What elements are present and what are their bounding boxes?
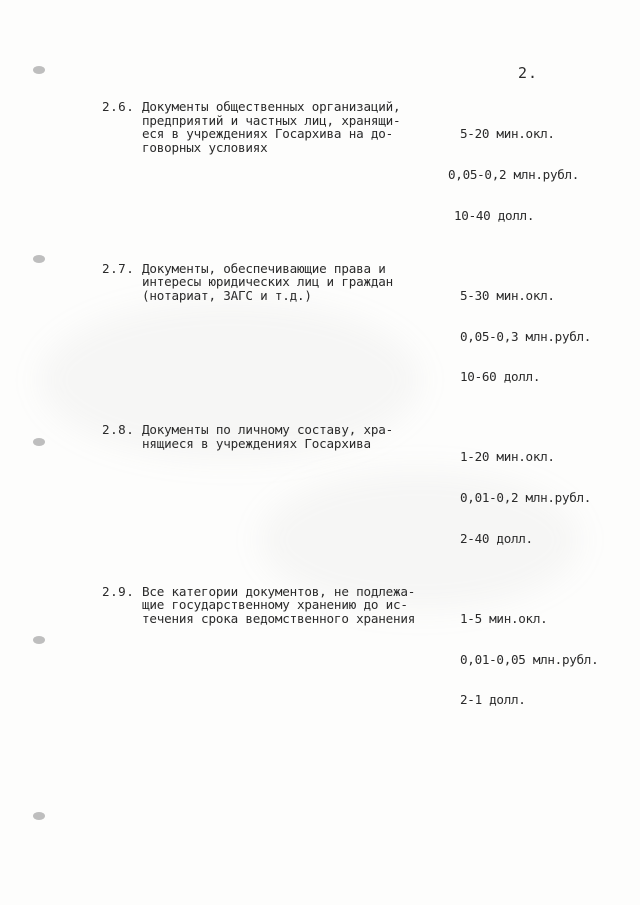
fee-dollars: 10-40 долл. [454, 207, 535, 223]
punch-hole-mark [33, 255, 45, 263]
fee-rubles: 0,01-0,05 млн.рубл. [460, 651, 599, 667]
fee-rubles: 0,05-0,3 млн.рубл. [460, 328, 592, 344]
item-description: Все категории документов, не подлежа- щие государственному хранению до ис- течения срока ведомственного хранения [142, 583, 416, 626]
item-number: 2.9. [102, 583, 135, 599]
item-number: 2.7. [102, 260, 135, 276]
item-number: 2.6. [102, 99, 135, 114]
fee-min-salary: 5-20 мин.окл. [460, 126, 555, 142]
list-item [102, 100, 622, 250]
fee-dollars: 2-40 долл. [460, 530, 533, 546]
fee-rubles: 0,05-0,2 млн.рубл. [448, 166, 580, 182]
fee-min-salary: 5-30 мин.окл. [460, 287, 555, 303]
item-description: Документы по личному составу, хра- нящиеся в учреждениях Госархива [142, 422, 393, 451]
fee-rubles: 0,01-0,2 млн.рубл. [460, 490, 592, 506]
punch-hole-mark [33, 66, 45, 74]
fee-dollars: 10-60 долл. [460, 369, 541, 385]
item-fees [448, 100, 579, 250]
list-item [102, 585, 622, 735]
item-fees [448, 423, 591, 573]
page-number: 2. [518, 64, 539, 82]
item-fees [448, 262, 591, 412]
punch-hole-mark [33, 438, 45, 446]
fee-dollars: 2-1 долл. [460, 692, 526, 708]
item-description: Документы общественных организаций, предприятий и частных лиц, хранящи- еся в учреждениях Госархива на до- говорных условиях [142, 99, 401, 155]
item-description: Документы, обеспечивающие права и интересы юридических лиц и граждан (нотариат, ЗАГС и т.д.) [142, 260, 393, 303]
item-number: 2.8. [102, 422, 135, 438]
fee-list [102, 100, 622, 746]
fee-min-salary: 1-5 мин.окл. [460, 610, 548, 626]
fee-min-salary: 1-20 мин.окл. [460, 449, 555, 465]
punch-hole-mark [33, 812, 45, 820]
punch-hole-mark [33, 636, 45, 644]
list-item [102, 423, 622, 573]
item-fees [448, 585, 598, 735]
list-item [102, 262, 622, 412]
